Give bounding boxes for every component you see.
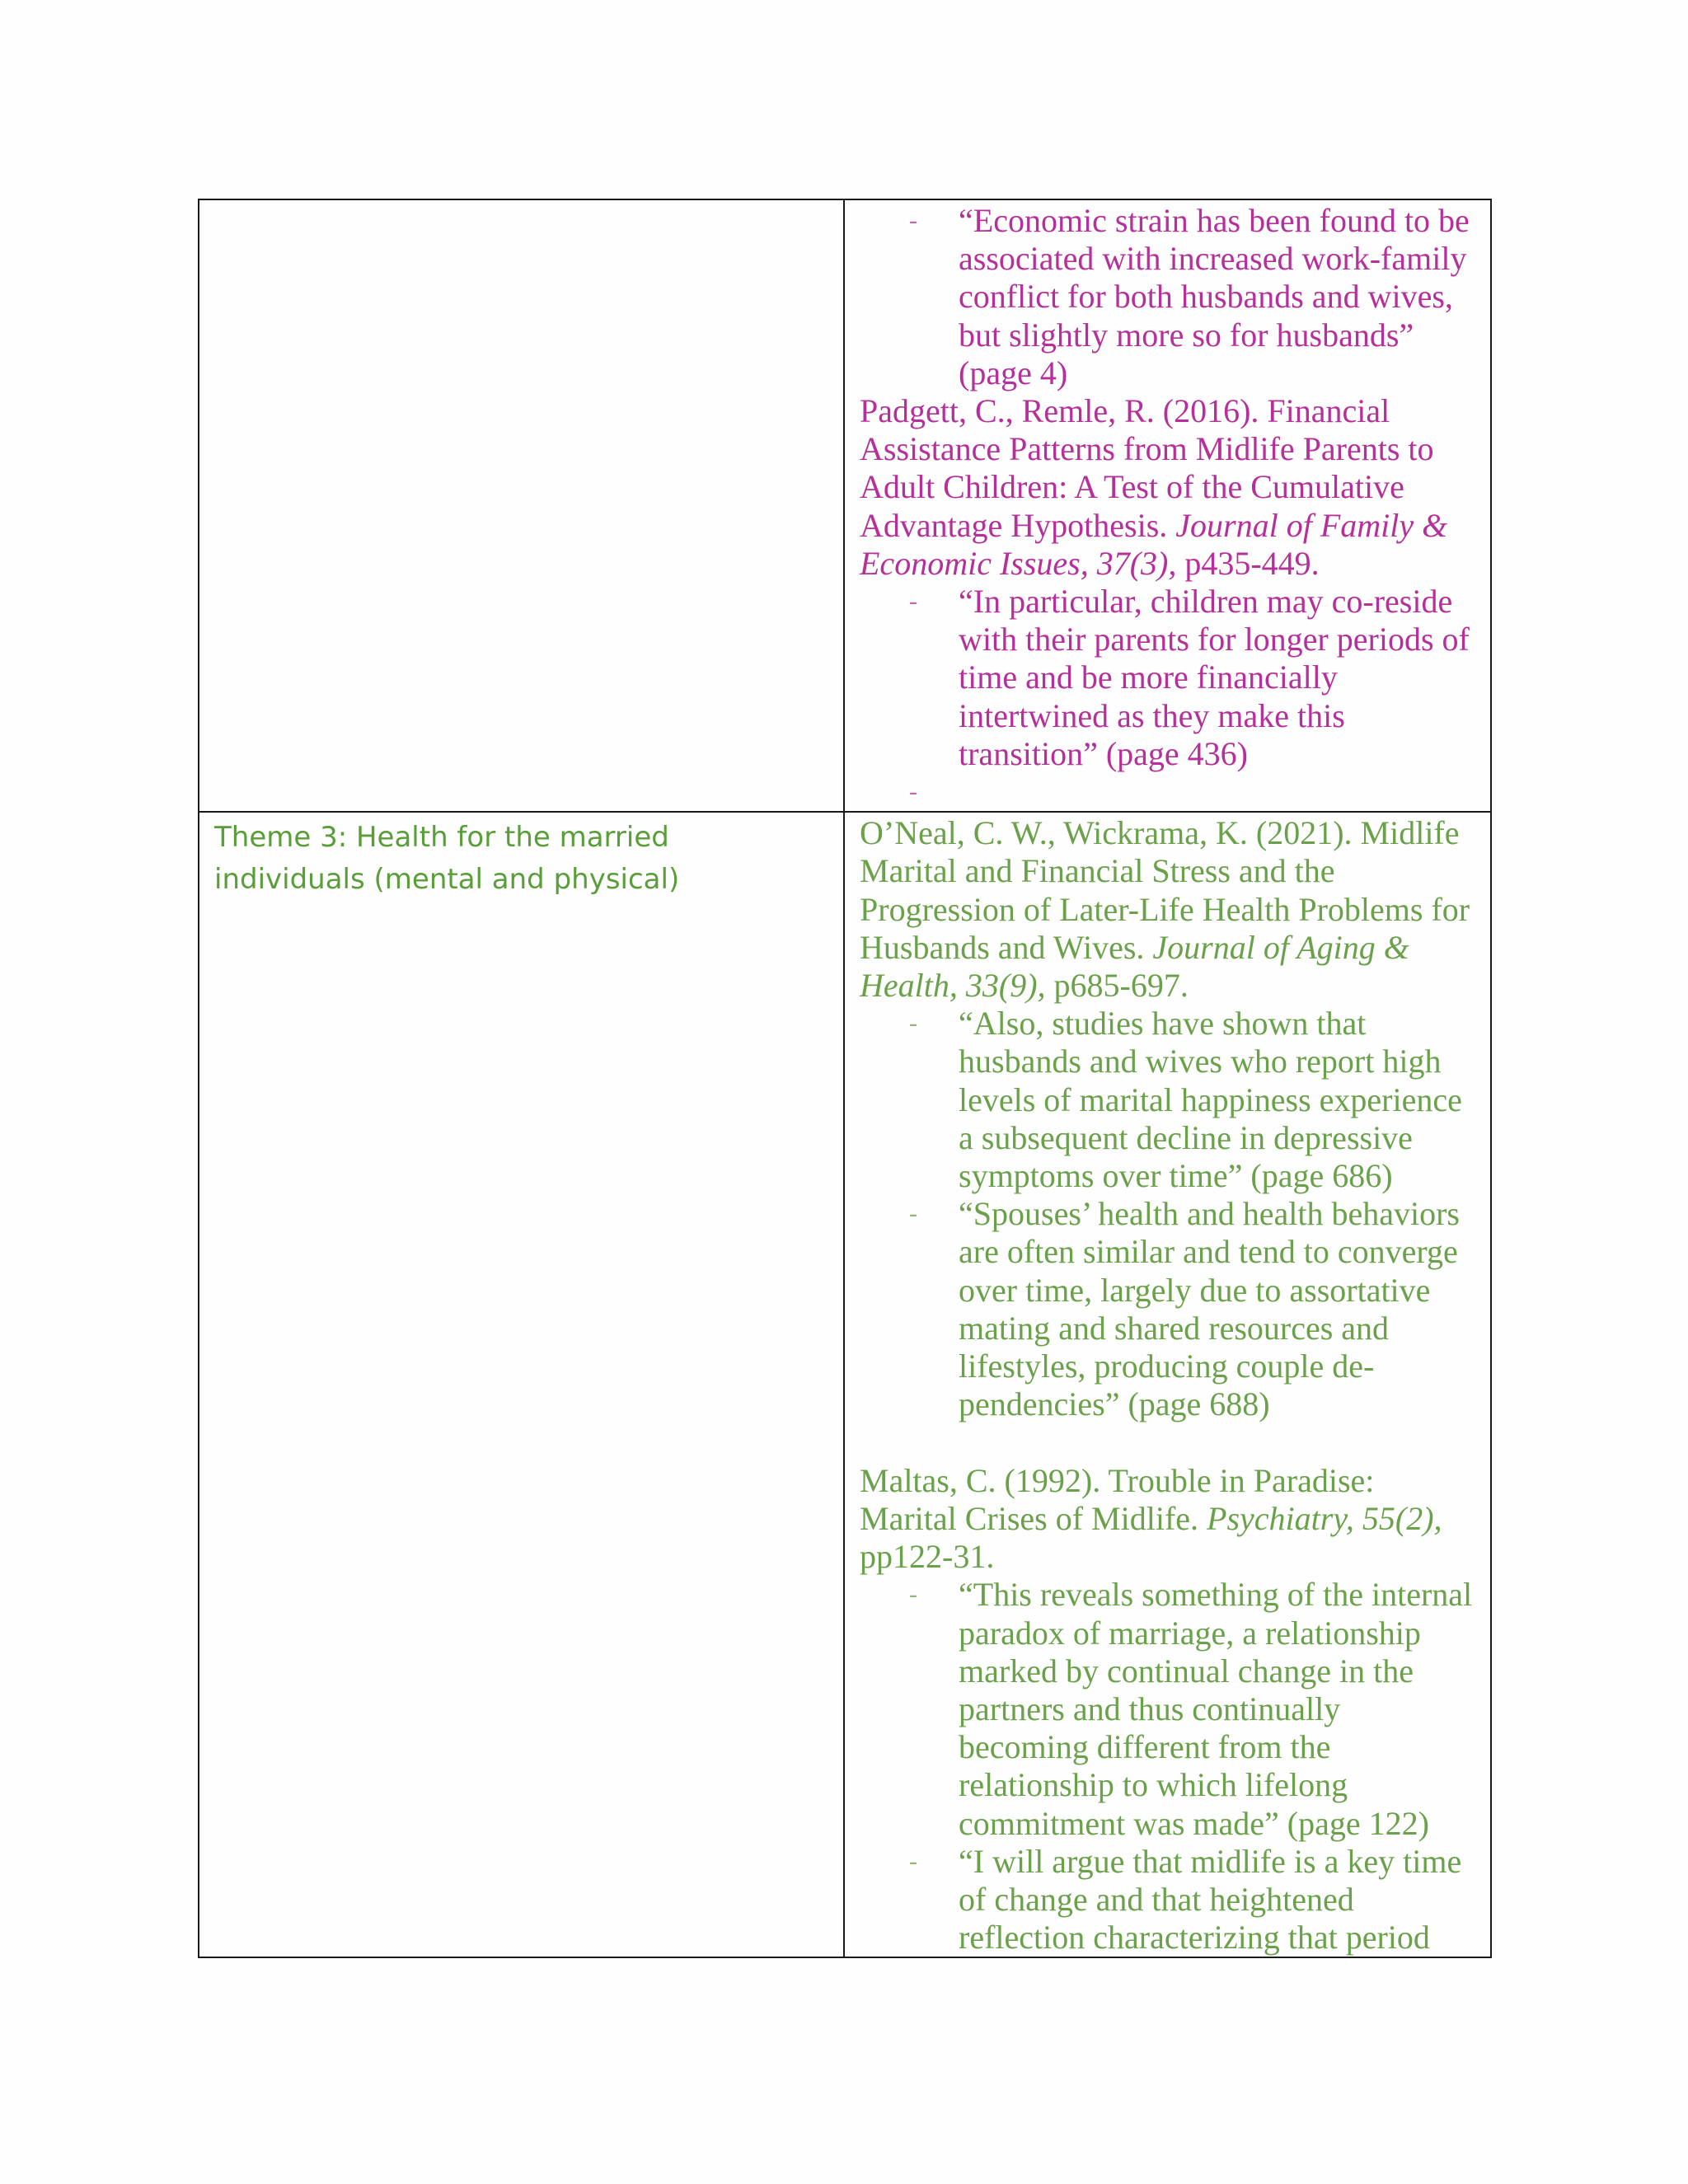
theme-cell [199,199,844,812]
list-dash: - [909,1200,917,1228]
table-row [199,812,1491,1957]
references-block [845,200,1490,811]
quote-item [860,202,1475,392]
list-dash: - [909,1010,917,1038]
theme-cell [199,812,844,1957]
quote-item [860,1576,1475,1842]
quote-text: “I will argue that midlife is a key time of change and that heightened reflection characterizing that period [959,1842,1462,1957]
themes-table [198,199,1492,1958]
citation-authors-title: Padgett, C., Remle, R. (2016). Financial Assistance Patterns from Midlife Parents to Adult Children: A Test of the Cumulative Advantage Hypothesis. [860,392,1434,544]
quote-list [860,1005,1475,1423]
quote-list [860,583,1475,811]
citation [860,392,1475,583]
theme-label [199,200,843,204]
citation-pages: p685-697. [1045,967,1189,1005]
citation [860,814,1475,1005]
quote-list [860,202,1475,392]
theme-label: Theme 3: Health for the married individuals (mental and physical) [214,821,680,897]
list-dash: - [909,1581,917,1609]
quote-text: “Economic strain has been found to be associated with increased work-family conflict for both husbands and wives, but slightly more so for husbands” (page 4) [959,202,1470,391]
blank-line [860,1424,1475,1462]
citation-journal: Journal of Aging & Health, 33(9), [860,928,1409,1005]
list-dash: - [909,1847,917,1875]
quote-text: “This reveals something of the internal paradox of marriage, a relationship marked by continual change in the partners and thus continually becoming different from the relationship to which lifelong commitment was made” (page 122) [959,1576,1473,1842]
references-cell [844,812,1491,1957]
quote-item [860,1005,1475,1195]
quote-list [860,1576,1475,1957]
citation-pages: pp122-31. [860,1538,995,1576]
quote-item [860,1195,1475,1423]
quote-text: “Also, studies have shown that husbands and wives who report high levels of marital happiness experience a subsequent decline in depressive symptoms over time” (page 686) [959,1005,1462,1195]
table-row [199,199,1491,812]
quote-text: “In particular, children may co-reside with their parents for longer periods of time and be more financially intertwined as they make this transition” (page 436) [959,583,1470,772]
quote-text: “Spouses’ health and health behaviors are often similar and tend to converge over time, largely due to assortative mating and shared resources and lifestyles, producing couple de-pendencies” (page 688) [959,1195,1460,1423]
list-dash: - [909,778,917,806]
citation-pages: p435-449. [1176,544,1320,582]
citation-authors-title: Maltas, C. (1992). Trouble in Paradise: Marital Crises of Midlife. [860,1461,1375,1537]
citation [860,1462,1475,1577]
citation-authors-title: O’Neal, C. W., Wickrama, K. (2021). Midlife Marital and Financial Stress and the Progression of Later-Life Health Problems for Husbands and Wives. [860,814,1470,966]
references-cell [844,199,1491,812]
quote-item [860,1843,1475,1957]
citation-journal: Journal of Family & Economic Issues, 37(3), [860,506,1448,582]
list-dash: - [909,588,917,616]
references-block [845,813,1490,1957]
citation-journal: Psychiatry, 55(2), [1207,1499,1442,1537]
quote-item [860,583,1475,773]
list-dash: - [909,207,917,234]
quote-item-empty [860,773,1475,811]
